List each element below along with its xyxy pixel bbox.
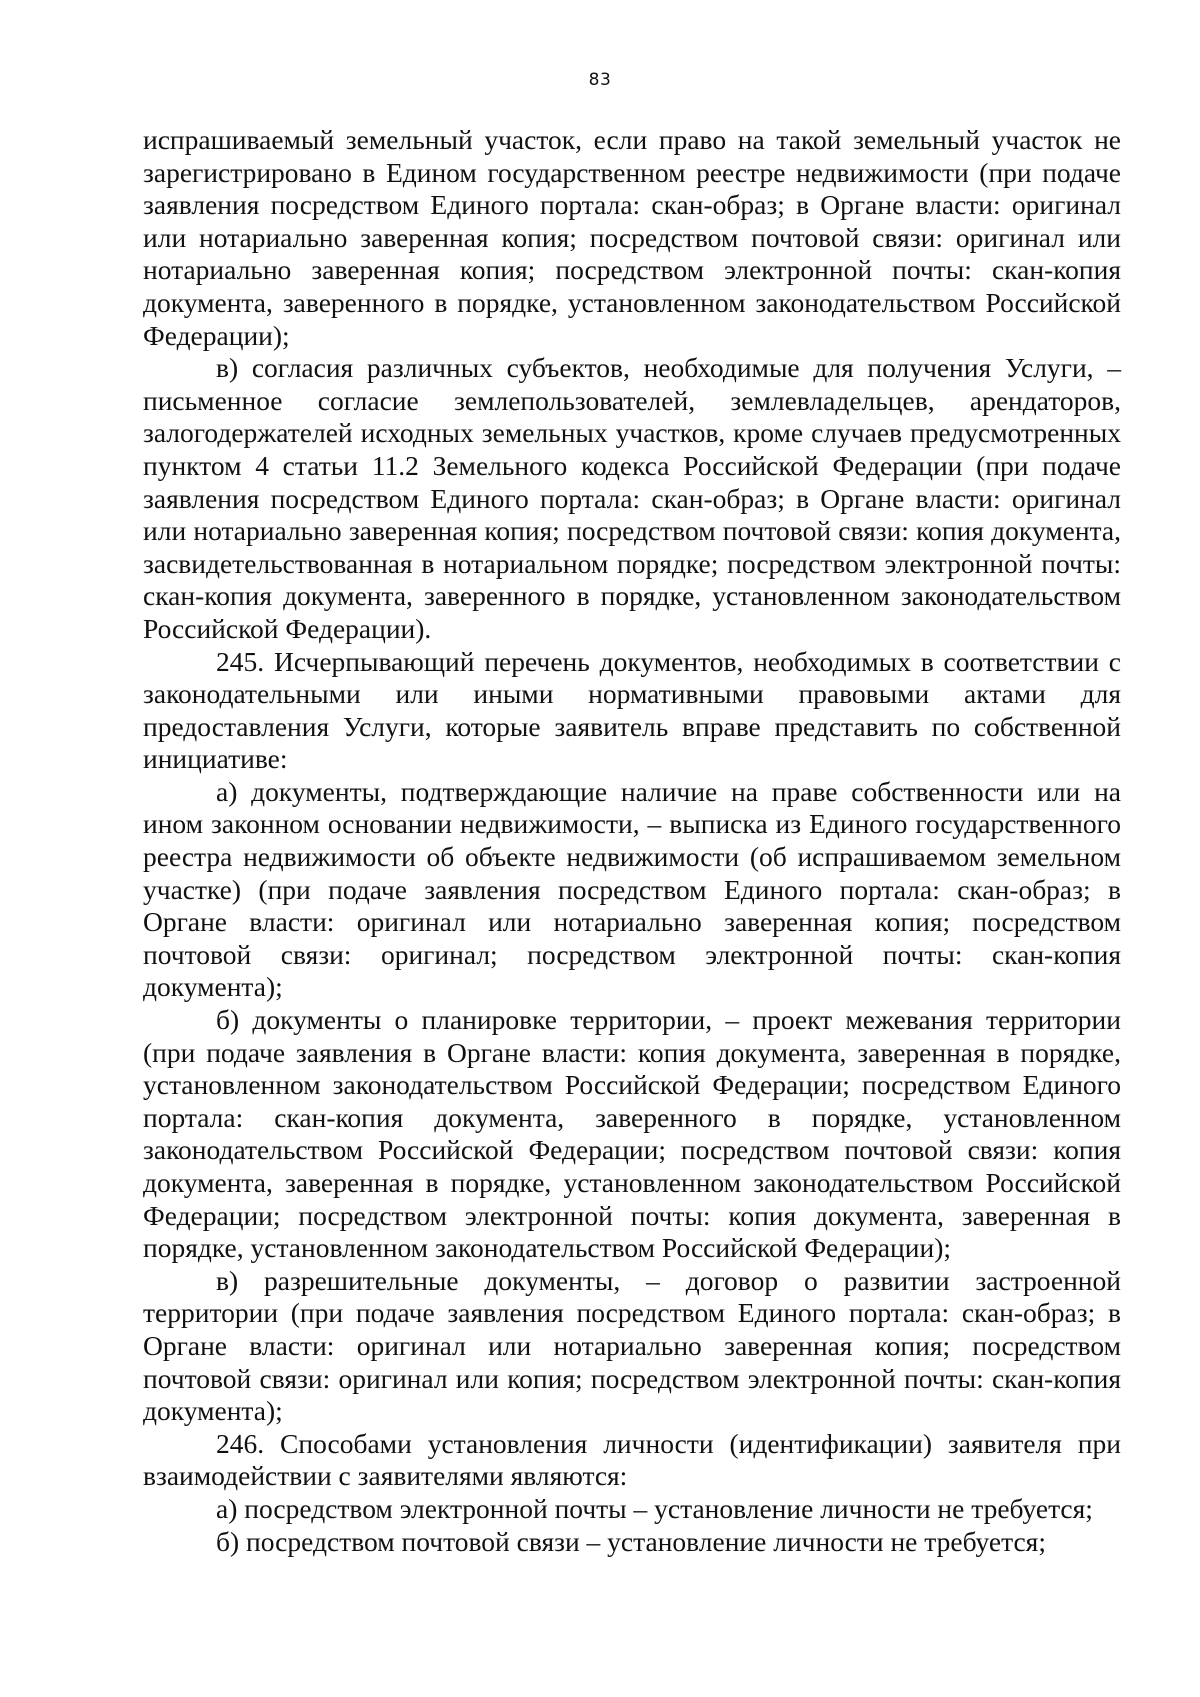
page-number: 83	[588, 70, 612, 90]
paragraph-245-b: б) документы о планировке территории, – проект межевания территории (при подаче заявления в Органе власти: копия документа, заверенная в порядке, установленном законодательством Российской Федерации; посредством Единого портала: скан-копия документа, заверенного в порядке, установленном законодательством Российской Федерации; посредством почтовой связи: копия документа, заверенная в порядке, установленном законодательством Российской Федерации; посредством электронной почты: копия документа, заверенная в порядке, установленном законодательством Российской Федерации);	[143, 1004, 1121, 1264]
paragraph-245-v: в) разрешительные документы, – договор о развитии застроенной территории (при подаче заявления посредством Единого портала: скан-образ; в Органе власти: оригинал или нотариально заверенная копия; посредством почтовой связи: оригинал или копия; посредством электронной почты: скан-копия документа);	[143, 1264, 1121, 1427]
paragraph-245: 245. Исчерпывающий перечень документов, необходимых в соответствии с законодательными или иными нормативными правовыми актами для предоставления Услуги, которые заявитель вправе представить по собственной инициативе:	[143, 645, 1121, 775]
document-body	[143, 124, 1121, 1558]
paragraph-continuation: испрашиваемый земельный участок, если право на такой земельный участок не зарегистрировано в Едином государственном реестре недвижимости (при подаче заявления посредством Единого портала: скан-образ; в Органе власти: оригинал или нотариально заверенная копия; посредством почтовой связи: оригинал или нотариально заверенная копия; посредством электронной почты: скан-копия документа, заверенного в порядке, установленном законодательством Российской Федерации);	[143, 124, 1121, 351]
paragraph-246-a: а) посредством электронной почты – установление личности не требуется;	[216, 1492, 1093, 1524]
paragraph-246-b: б) посредством почтовой связи – установление личности не требуется;	[216, 1525, 1046, 1557]
paragraph-246: 246. Способами установления личности (идентификации) заявителя при взаимодействии с заявителями являются:	[143, 1427, 1121, 1492]
paragraph-consents: в) согласия различных субъектов, необходимые для получения Услуги, – письменное согласие землепользователей, землевладельцев, арендаторов, залогодержателей исходных земельных участков, кроме случаев предусмотренных пунктом 4 статьи 11.2 Земельного кодекса Российской Федерации (при подаче заявления посредством Единого портала: скан-образ; в Органе власти: оригинал или нотариально заверенная копия; посредством почтовой связи: копия документа, засвидетельствованная в нотариальном порядке; посредством электронной почты: скан-копия документа, заверенного в порядке, установленном законодательством Российской Федерации).	[143, 352, 1121, 644]
paragraph-245-a: а) документы, подтверждающие наличие на праве собственности или на ином законном основании недвижимости, – выписка из Единого государственного реестра недвижимости об объекте недвижимости (об испрашиваемом земельном участке) (при подаче заявления посредством Единого портала: скан-образ; в Органе власти: оригинал или нотариально заверенная копия; посредством почтовой связи: оригинал; посредством электронной почты: скан-копия документа);	[143, 775, 1121, 1003]
